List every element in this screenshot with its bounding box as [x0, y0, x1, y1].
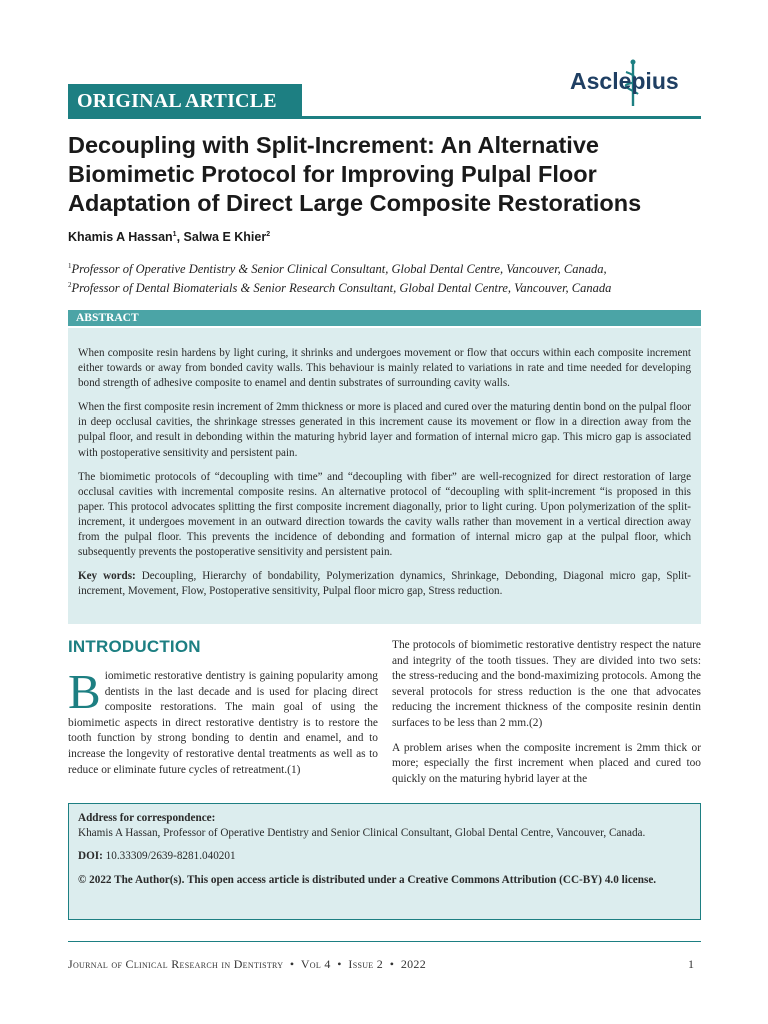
affiliation-marker: 1: [68, 262, 72, 270]
abstract-heading: ABSTRACT: [68, 310, 701, 326]
footer-separator: •: [289, 957, 295, 971]
abstract-paragraph: When composite resin hardens by light curing, it shrinks and undergoes movement or flow that occurs within each composite increment either towards or away from bonded cavity walls. This behaviour is mainly related to variations in rate and time needed for developing bond strength of adhesive composite to enamel and dentin substrates of surrounding cavity walls.: [78, 347, 691, 390]
author-name: Salwa E Khier: [183, 230, 267, 244]
introduction-right-column: [392, 638, 701, 796]
introduction-paragraph: The protocols of biomimetic restorative dentistry respect the nature and integrity of the tooth tissues. They are divided into two sets: the stress-reducing and the bond-maximizing protocols. Among the several protocols for stress reduction is the one that advocates reducing the increment thickness of the composite resinin dentin surfaces to be less than 2 mm.(2): [392, 639, 701, 729]
drop-cap: B: [68, 664, 101, 719]
volume: Vol 4: [300, 957, 331, 971]
author-list: [68, 230, 270, 244]
year: 2022: [400, 957, 427, 971]
abstract-box: [68, 328, 701, 624]
keywords: [78, 569, 691, 599]
correspondence-address: [78, 811, 691, 841]
keywords-text: Decoupling, Hierarchy of bondability, Polymerization dynamics, Shrinkage, Debonding, Diagonal micro gap, Split-increment, Movement, Flow, Postoperative sensitivity, Pulpal floor micro gap, Stress reduction.: [78, 570, 691, 598]
footer-rule: [68, 941, 701, 942]
introduction-paragraph: A problem arises when the composite increment is 2mm thick or more; especially the first increment when placed and cured too quickly on the maturing hybrid layer at the: [392, 741, 701, 785]
affiliations: [68, 258, 708, 296]
correspondence-label: Address for correspondence:: [78, 812, 216, 824]
correspondence-box: [68, 803, 701, 920]
affiliation-line: [68, 277, 708, 296]
header-rule: [68, 116, 701, 119]
correspondence-text: Khamis A Hassan, Professor of Operative Dentistry and Senior Clinical Consultant, Global Dental Centre, Vancouver, Canada.: [78, 827, 646, 840]
issue: Issue 2: [348, 957, 384, 971]
affiliation-text: Professor of Dental Biomaterials & Senior Research Consultant, Global Dental Centre, Vancouver, Canada: [71, 281, 612, 296]
page-number: 1: [688, 957, 694, 971]
abstract-paragraph: The biomimetic protocols of “decoupling with time” and “decoupling with fiber” are well-recognized for direct restoration of large occlusal cavities with incremental composite resins. An alternative protocol of “decoupling with split-increment “is proposed in this paper. This protocol advocates splitting the first composite increment diagonally, prior to light curing. Upon polymerization of the split-increment, it undergoes movement in an outward direction towards the cavity walls rather than movement in a vertical direction away from the pulpal floor. This prevents the incidence of debonding and formation of internal micro gap at the pulpal floor, which subsequently prevents the postoperative sensitivity and persistent pain.: [78, 470, 691, 559]
article-title: Decoupling with Split-Increment: An Alternative Biomimetic Protocol for Improving Pulpal Floor Adaptation of Direct Large Composite Restorations: [68, 132, 642, 216]
author-affiliation-marker: 1: [172, 230, 177, 238]
license-notice: © 2022 The Author(s). This open access article is distributed under a Creative Commons Attribution (CC-BY) 4.0 license.: [78, 873, 657, 886]
keywords-label: Key words:: [78, 570, 136, 583]
doi-value: 10.33309/2639-8281.040201: [102, 850, 236, 863]
footer-separator: •: [337, 957, 342, 971]
article-type-banner: ORIGINAL ARTICLE: [68, 84, 302, 118]
doi: [78, 849, 691, 864]
section-heading-introduction: INTRODUCTION: [68, 637, 201, 656]
publisher-logo: [570, 58, 702, 108]
journal-footer: [68, 957, 701, 972]
author-name: Khamis A Hassan: [68, 230, 173, 244]
author-affiliation-marker: 2: [266, 230, 271, 238]
abstract-paragraph: When the first composite resin increment of 2mm thickness or more is placed and cured over the maturing dentin bond on the pulpal floor in deep occlusal cavities, the shrinkage stresses generated in this increment cause its movement or flow in a direction away from the pulpal floor, and result in debonding within the maturing hybrid layer and formation of internal micro gap. This micro gap is associated with postoperative sensitivity and persistent pain.: [78, 401, 691, 459]
affiliation-marker: 2: [68, 281, 72, 290]
journal-name: Journal of Clinical Research in Dentistry: [68, 957, 284, 971]
affiliation-line: [68, 258, 708, 277]
introduction-paragraph: iomimetic restorative dentistry is gaining popularity among dentists in the last decade and is used for placing direct composite restorations. The main goal of using the biomimetic aspects in direct restorative dentistry is to restore the tooth function by strong bonding to dentin and enamel, and to increase the longevity of restorative dental treatments as well as to reduce or eliminate future cycles of retreatment.(1): [68, 670, 378, 776]
footer-separator: •: [389, 957, 395, 971]
affiliation-text: Professor of Operative Dentistry & Senior Clinical Consultant, Global Dental Centre, Vancouver, Canada,: [71, 262, 607, 277]
doi-label: DOI:: [78, 850, 103, 863]
introduction-left-column: [68, 664, 378, 778]
publisher-logo-text: Asclepius: [570, 68, 679, 94]
author-separator: ,: [176, 230, 184, 244]
